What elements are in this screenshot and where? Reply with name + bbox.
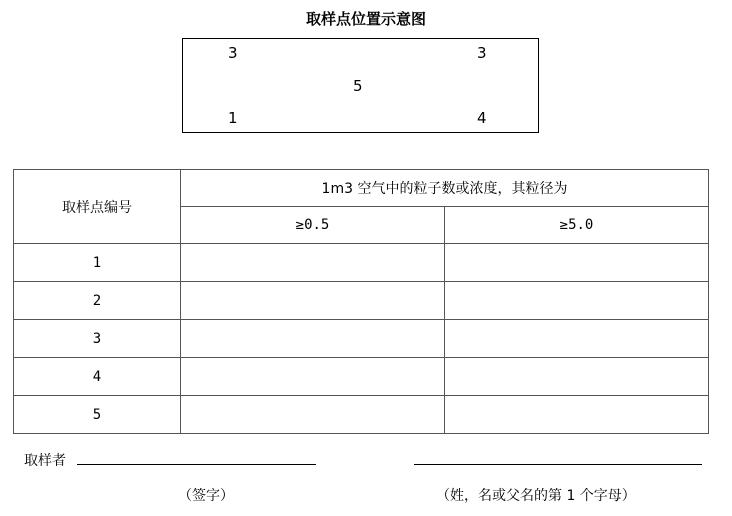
row-number: 1 xyxy=(14,244,181,282)
value-cell-50[interactable] xyxy=(445,244,709,282)
header-sampling-point-number: 取样点编号 xyxy=(14,170,181,244)
row-number: 3 xyxy=(14,320,181,358)
table-row xyxy=(14,358,709,396)
page-title: 取样点位置示意图 xyxy=(305,10,426,28)
value-cell-05[interactable] xyxy=(181,396,445,434)
value-cell-50[interactable] xyxy=(445,320,709,358)
table-row xyxy=(14,244,709,282)
row-number: 2 xyxy=(14,282,181,320)
row-number: 5 xyxy=(14,396,181,434)
header-particle-concentration: 1m3 空气中的粒子数或浓度，其粒径为 xyxy=(181,170,709,207)
point-label-top-right: 3 xyxy=(477,44,487,62)
table-row xyxy=(14,396,709,434)
value-cell-05[interactable] xyxy=(181,320,445,358)
value-cell-50[interactable] xyxy=(445,282,709,320)
initials-hint: （姓，名或父名的第 1 个字母） xyxy=(436,488,636,504)
value-cell-05[interactable] xyxy=(181,358,445,396)
sampler-label: 取样者 xyxy=(24,453,66,469)
value-cell-05[interactable] xyxy=(181,244,445,282)
point-label-bottom-left: 1 xyxy=(228,109,238,127)
point-label-top-left: 3 xyxy=(228,44,238,62)
table-row xyxy=(14,320,709,358)
header-size-05: ≥0.5 xyxy=(181,207,445,244)
value-cell-50[interactable] xyxy=(445,396,709,434)
table-row xyxy=(14,282,709,320)
sampler-initials-line[interactable] xyxy=(414,464,702,465)
signature-hint: （签字） xyxy=(178,488,234,504)
sampler-signature-line[interactable] xyxy=(77,464,316,465)
sampling-results-table xyxy=(13,169,709,434)
point-label-center: 5 xyxy=(353,77,363,95)
row-number: 4 xyxy=(14,358,181,396)
value-cell-05[interactable] xyxy=(181,282,445,320)
header-size-50: ≥5.0 xyxy=(445,207,709,244)
point-label-bottom-right: 4 xyxy=(477,109,487,127)
value-cell-50[interactable] xyxy=(445,358,709,396)
sampling-point-diagram xyxy=(182,38,539,133)
